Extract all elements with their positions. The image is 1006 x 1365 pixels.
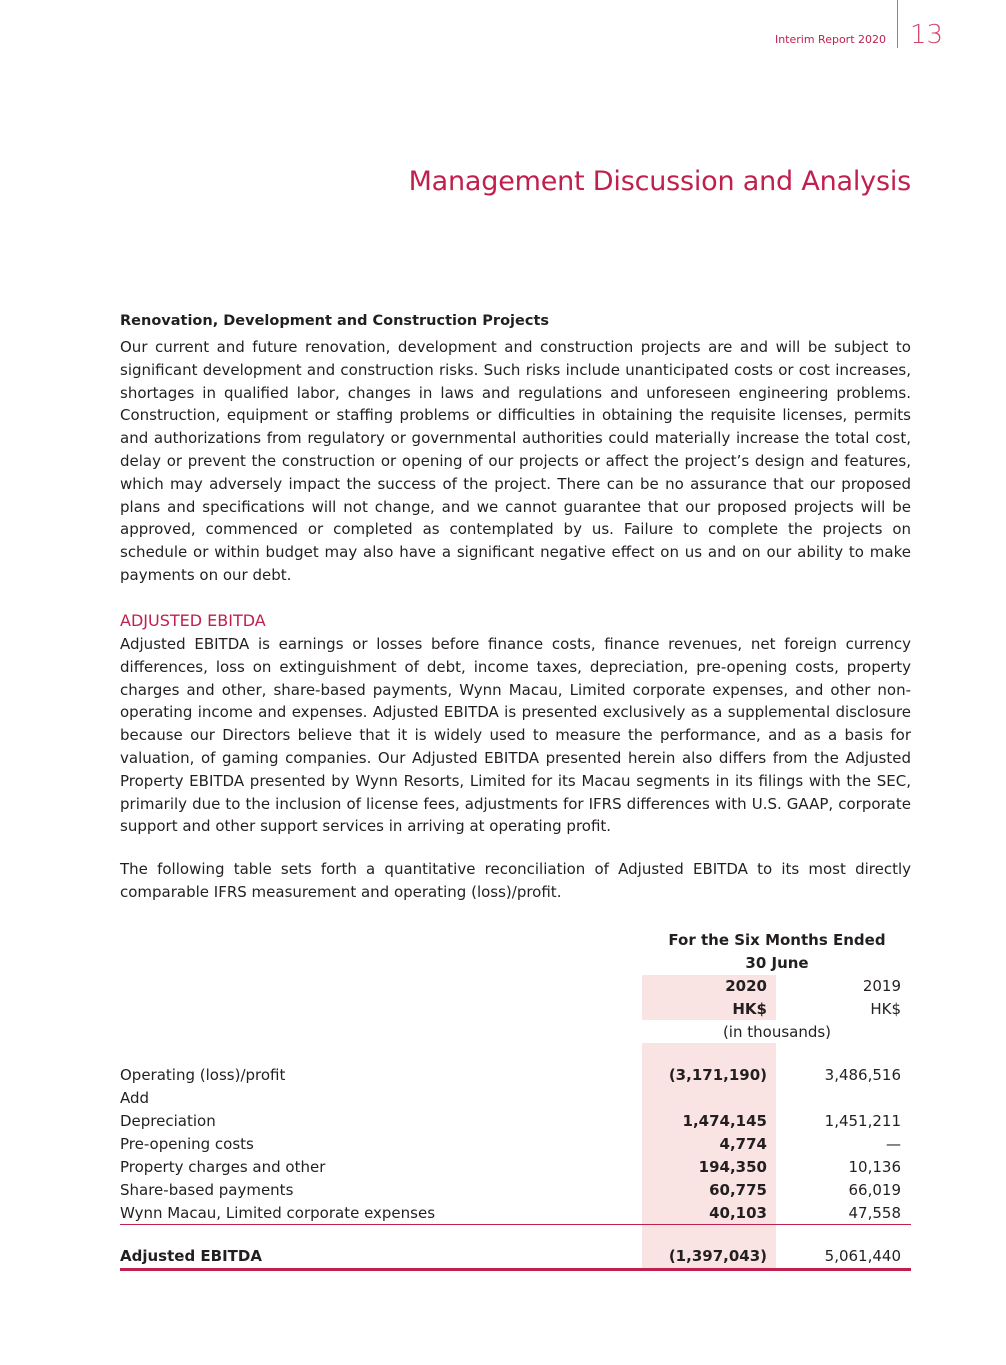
total-value-2019: 5,061,440 [824, 1247, 901, 1265]
header-report-label: Interim Report 2020 [774, 33, 886, 46]
value-2019: 66,019 [848, 1181, 901, 1199]
row-label: Pre-opening costs [120, 1135, 254, 1153]
currency-2020: HK$ [732, 1000, 767, 1018]
period-label-line1: For the Six Months Ended [668, 931, 886, 949]
page-number: 13 [910, 20, 944, 50]
value-2019: 10,136 [848, 1158, 901, 1176]
table-total-row [120, 1245, 911, 1268]
value-2019: — [886, 1135, 901, 1153]
row-label: Property charges and other [120, 1158, 326, 1176]
section-body-adjusted-ebitda: Adjusted EBITDA is earnings or losses before finance costs, finance revenues, net foreign currency differences, loss on extinguishment of debt, income taxes, depreciation, pre-opening costs, property charges and other, share-based payments, Wynn Macau, Limited corporate expenses, and other non-operating income and expenses. Adjusted EBITDA is presented exclusively as a supplemental disclosure because our Directors believe that it is widely used to measure the performance, and as a basis for valuation, of gaming companies. Our Adjusted EBITDA presented herein also differs from the Adjusted Property EBITDA presented by Wynn Resorts, Limited for its Macau segments in its filings with the SEC, primarily due to the inclusion of license fees, adjustments for IFRS differences with U.S. GAAP, corporate support and other support services in arriving at operating profit. [120, 635, 911, 836]
row-label: Depreciation [120, 1112, 216, 1130]
value-2019: 1,451,211 [824, 1112, 901, 1130]
col-header-2020: 2020 [725, 977, 767, 995]
subtotal-divider [120, 1224, 911, 1225]
value-2020: 1,474,145 [682, 1112, 767, 1130]
table-row [120, 1202, 911, 1225]
row-label: Add [120, 1089, 150, 1107]
table-row [120, 1110, 911, 1133]
section-adjusted-ebitda [120, 609, 911, 904]
total-underline [120, 1268, 911, 1271]
total-label: Adjusted EBITDA [120, 1247, 262, 1265]
table-row [120, 1179, 911, 1202]
table-row [120, 1087, 911, 1110]
row-label: Operating (loss)/profit [120, 1066, 286, 1084]
table-row [120, 1156, 911, 1179]
section-body-renovation: Our current and future renovation, development and construction projects are and will be subject to significant development and construction risks. Such risks include unanticipated costs or cost increases, shortages in qualified labor, changes in laws and regulations and unforeseen engineering problems. Construction, equipment or staffing problems or difficulties in obtaining the requisite licenses, permits and authorizations from regulatory or governmental authorities could materially increase the total cost, delay or prevent the construction or opening of our projects or affect the project’s design and features, which may adversely impact the success of the project. There can be no assurance that our proposed plans and specifications will not change, and we cannot guarantee that our proposed projects will be approved, commenced or completed as contemplated by us. Failure to complete the projects on schedule or within budget may also have a significant negative effect on us and on our ability to make payments on our debt. [120, 338, 911, 584]
value-2020: (3,171,190) [668, 1066, 767, 1084]
table-intro-text: The following table sets forth a quantitative reconciliation of Adjusted EBITDA to its most directly comparable IFRS measurement and operating (loss)/profit. [120, 860, 911, 901]
value-2020: 194,350 [698, 1158, 767, 1176]
section-renovation [120, 310, 911, 587]
col-header-2019: 2019 [862, 977, 901, 995]
value-2019: 47,558 [848, 1204, 901, 1222]
section-heading-renovation: Renovation, Development and Construction Projects [120, 313, 550, 329]
page-title: Management Discussion and Analysis [408, 166, 911, 197]
table-row [120, 1064, 911, 1087]
units-label: (in thousands) [722, 1023, 832, 1041]
period-label-line2: 30 June [745, 954, 809, 972]
total-value-2020: (1,397,043) [668, 1247, 767, 1265]
value-2019: 3,486,516 [824, 1066, 901, 1084]
value-2020: 60,775 [709, 1181, 767, 1199]
row-label: Share-based payments [120, 1181, 294, 1199]
section-heading-adjusted-ebitda: ADJUSTED EBITDA [120, 611, 266, 630]
currency-2019: HK$ [870, 1000, 901, 1018]
table-row [120, 1133, 911, 1156]
header-divider [897, 0, 898, 48]
row-label: Wynn Macau, Limited corporate expenses [120, 1204, 436, 1222]
value-2020: 4,774 [719, 1135, 767, 1153]
value-2020: 40,103 [709, 1204, 767, 1222]
